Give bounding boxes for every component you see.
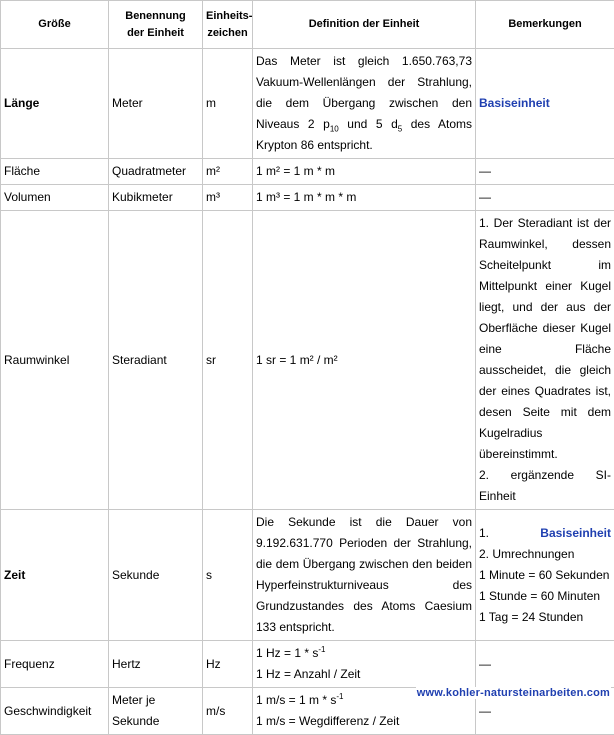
- header-definition: Definition der Einheit: [253, 1, 476, 49]
- header-zeichen: [203, 1, 253, 49]
- remark: —: [476, 641, 614, 688]
- remark-text: 1 Stunde = 60 Minuten: [479, 589, 600, 603]
- quantity-name: Länge: [1, 49, 109, 159]
- subscript: 10: [330, 124, 339, 133]
- unit-symbol: m: [203, 49, 253, 159]
- remark-line: [479, 523, 611, 544]
- unit-definition: [253, 641, 476, 688]
- remark: [476, 510, 614, 641]
- table-row: [1, 49, 614, 159]
- unit-definition: 1 m³ = 1 m * m * m: [253, 185, 476, 211]
- remark-text: 2. Umrechnungen: [479, 547, 574, 561]
- remark: [476, 211, 614, 510]
- header-groesse: Größe: [1, 1, 109, 49]
- unit-symbol: s: [203, 510, 253, 641]
- definition-text: und 5 d: [339, 117, 398, 131]
- unit-name: Hertz: [109, 641, 203, 688]
- unit-name: Kubikmeter: [109, 185, 203, 211]
- unit-definition: [253, 49, 476, 159]
- unit-symbol: m³: [203, 185, 253, 211]
- quantity-name: Frequenz: [1, 641, 109, 688]
- table-row: [1, 510, 614, 641]
- website-link[interactable]: www.kohler-natursteinarbeiten.com: [416, 687, 611, 699]
- unit-name: Quadratmeter: [109, 159, 203, 185]
- definition-formula: 1 Hz = 1 * s: [256, 646, 318, 660]
- quantity-name: Volumen: [1, 185, 109, 211]
- unit-definition: 1 sr = 1 m² / m²: [253, 211, 476, 510]
- unit-name: Steradiant: [109, 211, 203, 510]
- quantity-name: Raumwinkel: [1, 211, 109, 510]
- definition-text: Das Meter ist gleich 1.650.763,73 Vakuum-Wellenlängen der Strahlung, die dem Übergang zwischen den Niveaus 2 p: [256, 54, 472, 131]
- remark: —: [476, 688, 614, 735]
- header-benennung-line2: der Einheit: [127, 27, 184, 39]
- definition-text: 1 m/s = Wegdifferenz / Zeit: [256, 714, 399, 728]
- superscript: -1: [336, 692, 343, 701]
- unit-definition: Die Sekunde ist die Dauer von 9.192.631.770 Perioden der Strahlung, die dem Übergang zwischen den beiden Hyperfeinstrukturniveaus des Grundzustandes des Atoms Caesium 133 entspricht.: [253, 510, 476, 641]
- remark: —: [476, 185, 614, 211]
- quantity-name: Geschwindigkeit: [1, 688, 109, 735]
- table-row: [1, 159, 614, 185]
- quantity-name: Fläche: [1, 159, 109, 185]
- remark-number: 1.: [479, 523, 489, 544]
- unit-name: Sekunde: [109, 510, 203, 641]
- unit-name: Meter: [109, 49, 203, 159]
- header-benennung-line1: Benennung: [125, 10, 186, 22]
- unit-symbol: Hz: [203, 641, 253, 688]
- table-row: [1, 211, 614, 510]
- quantity-name: Zeit: [1, 510, 109, 641]
- superscript: -1: [318, 645, 325, 654]
- unit-symbol: m/s: [203, 688, 253, 735]
- header-row: [1, 1, 614, 49]
- remark-text: 1. Der Steradiant ist der Raumwinkel, dessen Scheitelpunkt im Mittelpunkt einer Kugel liegt, und der aus der Oberfläche dieser Kugel eine Fläche ausscheidet, die gleich der eines Quadrates ist, desen Seite mit dem Kugelradius übereinstimmt.: [479, 216, 611, 461]
- definition-text: des Atoms Krypton 86 entspricht.: [256, 117, 472, 152]
- definition-line: [256, 643, 472, 664]
- remark-text: 1 Minute = 60 Sekunden: [479, 568, 609, 582]
- header-zeichen-line2: zeichen: [207, 27, 247, 39]
- table-row: [1, 185, 614, 211]
- unit-symbol: m²: [203, 159, 253, 185]
- subscript: 5: [398, 124, 402, 133]
- remark-text: 1 Tag = 24 Stunden: [479, 610, 583, 624]
- table-row: [1, 641, 614, 688]
- definition-formula: 1 m/s = 1 m * s: [256, 693, 336, 707]
- header-bemerkungen: Bemerkungen: [476, 1, 614, 49]
- remark: Basiseinheit: [476, 49, 614, 159]
- definition-text: 1 Hz = Anzahl / Zeit: [256, 667, 360, 681]
- definition-text: [256, 643, 326, 664]
- unit-definition: 1 m² = 1 m * m: [253, 159, 476, 185]
- unit-name: Meter je Sekunde: [109, 688, 203, 735]
- header-zeichen-line1: Einheits-: [206, 10, 252, 22]
- remark-text: 2. ergänzende SI-Einheit: [479, 468, 611, 503]
- unit-symbol: sr: [203, 211, 253, 510]
- header-benennung: [109, 1, 203, 49]
- remark: —: [476, 159, 614, 185]
- remark-basiseinheit: Basiseinheit: [540, 523, 611, 544]
